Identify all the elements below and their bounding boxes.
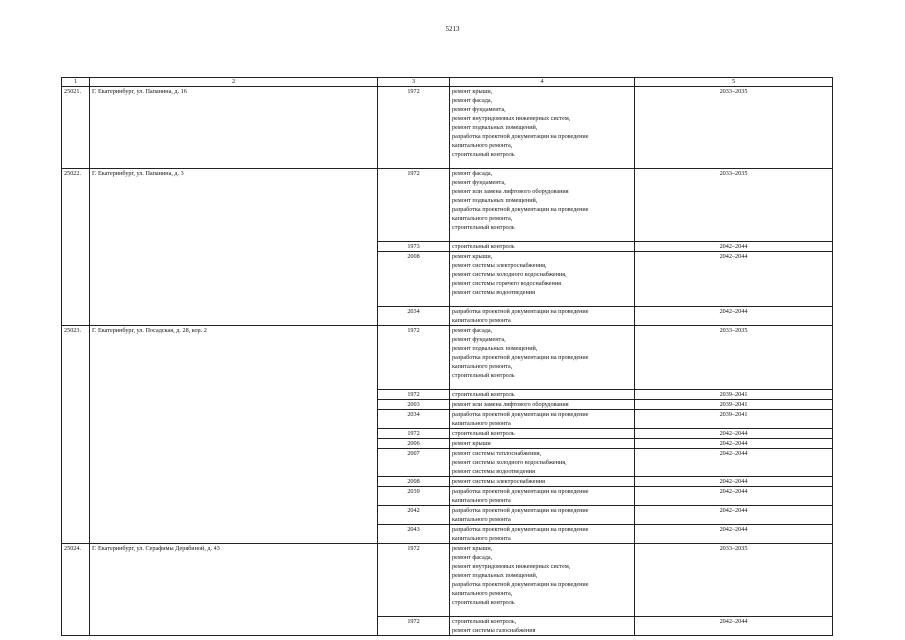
work-item: ремонт крыши, (452, 253, 493, 260)
works-cell (450, 410, 635, 429)
address-cell: Г. Екатеринбург, ул. Посадская, д. 28, кор. 2 (90, 326, 378, 544)
year-cell: 1972 (378, 390, 450, 400)
record-number: 25021. (62, 87, 90, 169)
period-cell: 2042–2044 (635, 242, 833, 252)
work-item: разработка проектной документации на проведение (452, 488, 589, 495)
work-item: капитального ремонта, (452, 142, 513, 149)
period-cell: 2042–2044 (635, 525, 833, 544)
works-cell (450, 439, 635, 449)
repair-schedule-table (61, 77, 833, 636)
period-cell: 2033–2035 (635, 169, 833, 242)
year-cell: 1973 (378, 242, 450, 252)
period-cell: 2042–2044 (635, 252, 833, 307)
period-cell: 2042–2044 (635, 449, 833, 477)
header-cell: 1 (62, 78, 90, 87)
year-cell: 2042 (378, 506, 450, 525)
work-item: разработка проектной документации на проведение (452, 411, 589, 418)
address-cell: Г. Екатеринбург, ул. Серафимы Дерябиной, д. 43 (90, 544, 378, 636)
year-cell: 1972 (378, 169, 450, 242)
works-cell (450, 87, 635, 169)
year-cell: 2034 (378, 410, 450, 429)
record-number: 25023. (62, 326, 90, 544)
header-cell: 4 (450, 78, 635, 87)
work-item: разработка проектной документации на проведение (452, 526, 589, 533)
period-cell: 2033–2035 (635, 87, 833, 169)
work-item: разработка проектной документации на проведение (452, 581, 589, 588)
work-item: ремонт фундамента, (452, 336, 506, 343)
work-item: строительный контроль (452, 391, 515, 398)
period-cell: 2042–2044 (635, 506, 833, 525)
period-cell: 2042–2044 (635, 307, 833, 326)
table-row (62, 544, 833, 617)
work-item: ремонт системы холодного водоснабжения, (452, 271, 567, 278)
work-item: капитального ремонта (452, 317, 511, 324)
work-item: ремонт системы водоотведения (452, 468, 535, 475)
work-item: разработка проектной документации на проведение (452, 133, 589, 140)
table-row (62, 169, 833, 242)
works-cell (450, 617, 635, 636)
year-cell: 1972 (378, 544, 450, 617)
works-cell (450, 525, 635, 544)
work-item: разработка проектной документации на проведение (452, 507, 589, 514)
period-cell: 2042–2044 (635, 487, 833, 506)
work-item: капитального ремонта (452, 497, 511, 504)
work-item: строительный контроль (452, 151, 515, 158)
work-item: ремонт системы теплоснабжения, (452, 450, 542, 457)
work-item: ремонт подвальных помещений, (452, 124, 538, 131)
header-cell: 2 (90, 78, 378, 87)
work-item: строительный контроль, (452, 618, 517, 625)
work-item: ремонт системы холодного водоснабжения, (452, 459, 567, 466)
work-item: капитального ремонта (452, 535, 511, 542)
year-cell: 2003 (378, 400, 450, 410)
year-cell: 1972 (378, 617, 450, 636)
work-item: ремонт системы электроснабжения (452, 478, 545, 485)
work-item: капитального ремонта, (452, 215, 513, 222)
work-item: строительный контроль (452, 599, 515, 606)
record-number: 25022. (62, 169, 90, 326)
work-item: разработка проектной документации на проведение (452, 308, 589, 315)
work-item: ремонт подвальных помещений, (452, 197, 538, 204)
table-body (62, 87, 833, 636)
page-number: 5213 (445, 25, 460, 33)
work-item: ремонт или замена лифтового оборудования (452, 401, 569, 408)
year-cell: 2006 (378, 439, 450, 449)
year-cell: 1972 (378, 429, 450, 439)
work-item: ремонт фундамента, (452, 106, 506, 113)
work-item: ремонт подвальных помещений, (452, 572, 538, 579)
work-item: ремонт крыши, (452, 545, 493, 552)
year-cell: 1972 (378, 326, 450, 390)
works-cell (450, 242, 635, 252)
work-item: ремонт системы электроснабжения, (452, 262, 547, 269)
work-item: капитального ремонта, (452, 363, 513, 370)
works-cell (450, 252, 635, 307)
header-cell: 5 (635, 78, 833, 87)
year-cell: 2034 (378, 307, 450, 326)
work-item: строительный контроль (452, 430, 515, 437)
works-cell (450, 477, 635, 487)
works-cell (450, 326, 635, 390)
period-cell: 2033–2035 (635, 326, 833, 390)
work-item: капитального ремонта (452, 516, 511, 523)
work-item: капитального ремонта (452, 420, 511, 427)
period-cell: 2039–2041 (635, 390, 833, 400)
cell-spacer (452, 232, 632, 241)
work-item: строительный контроль (452, 372, 515, 379)
work-item: разработка проектной документации на проведение (452, 206, 589, 213)
work-item: ремонт фасада, (452, 554, 493, 561)
record-number: 25024. (62, 544, 90, 636)
year-cell: 2008 (378, 477, 450, 487)
works-cell (450, 487, 635, 506)
work-item: ремонт крыши (452, 440, 491, 447)
header-row (62, 78, 833, 87)
work-item: строительный контроль (452, 224, 515, 231)
work-item: ремонт крыши, (452, 88, 493, 95)
works-cell (450, 400, 635, 410)
period-cell: 2039–2041 (635, 400, 833, 410)
work-item: ремонт внутридомовых инженерных систем, (452, 115, 571, 122)
work-item: ремонт фундамента, (452, 179, 506, 186)
work-item: строительный контроль (452, 243, 515, 250)
cell-spacer (452, 607, 632, 616)
year-cell: 1972 (378, 87, 450, 169)
work-item: ремонт фасада, (452, 97, 493, 104)
address-cell: Г. Екатеринбург, ул. Папанина, д. 3 (90, 169, 378, 326)
works-cell (450, 390, 635, 400)
work-item: капитального ремонта, (452, 590, 513, 597)
work-item: ремонт системы водоотведения (452, 289, 535, 296)
work-item: ремонт системы газоснабжения (452, 627, 536, 634)
cell-spacer (452, 380, 632, 389)
work-item: ремонт фасада, (452, 327, 493, 334)
period-cell: 2042–2044 (635, 477, 833, 487)
work-item: ремонт системы горячего водоснабжения (452, 280, 561, 287)
table-row (62, 326, 833, 390)
work-item: ремонт подвальных помещений, (452, 345, 538, 352)
works-cell (450, 449, 635, 477)
cell-spacer (452, 297, 632, 306)
work-item: ремонт внутридомовых инженерных систем, (452, 563, 571, 570)
period-cell: 2042–2044 (635, 617, 833, 636)
work-item: ремонт или замена лифтового оборудования (452, 188, 569, 195)
period-cell: 2033–2035 (635, 544, 833, 617)
works-cell (450, 307, 635, 326)
table-row (62, 87, 833, 169)
work-item: разработка проектной документации на проведение (452, 354, 589, 361)
period-cell: 2042–2044 (635, 429, 833, 439)
year-cell: 2008 (378, 252, 450, 307)
address-cell: Г. Екатеринбург, ул. Папанина, д. 16 (90, 87, 378, 169)
works-cell (450, 544, 635, 617)
work-item: ремонт фасада, (452, 170, 493, 177)
period-cell: 2039–2041 (635, 410, 833, 429)
cell-spacer (452, 159, 632, 168)
year-cell: 2039 (378, 487, 450, 506)
year-cell: 2043 (378, 525, 450, 544)
works-cell (450, 506, 635, 525)
works-cell (450, 429, 635, 439)
works-cell (450, 169, 635, 242)
header-cell: 3 (378, 78, 450, 87)
period-cell: 2042–2044 (635, 439, 833, 449)
year-cell: 2007 (378, 449, 450, 477)
